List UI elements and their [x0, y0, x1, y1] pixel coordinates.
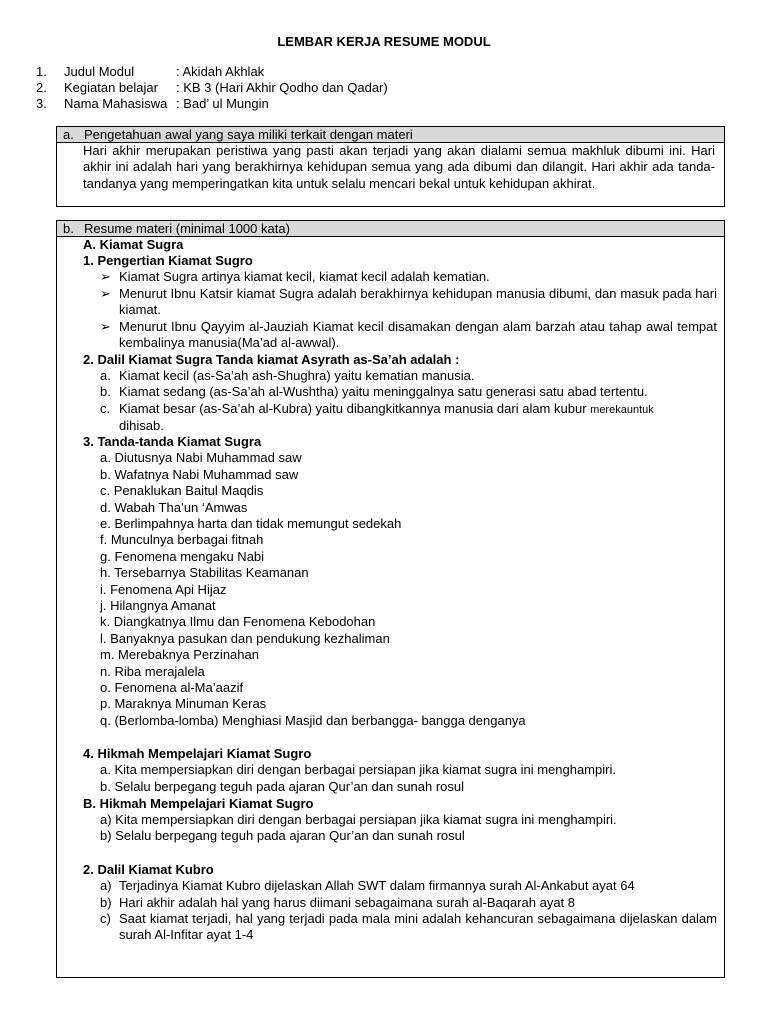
section-b-box [56, 220, 725, 978]
info-row-module [36, 64, 636, 80]
info-value: : Bad’ ul Mungin [176, 96, 269, 111]
section-a-heading: Pengetahuan awal yang saya miliki terkait dengan materi [84, 127, 413, 142]
list-item: b) Selalu berpegang teguh pada ajaran Qur’an dan sunah rosul [100, 828, 465, 843]
info-row-student [36, 96, 636, 112]
subsection-heading: 3. Tanda-tanda Kiamat Sugra [83, 434, 262, 449]
list-item: c. Penaklukan Baitul Maqdis [100, 483, 264, 498]
list-item: o. Fenomena al-Ma’aazif [100, 680, 244, 695]
subsection-heading: 2. Dalil Kiamat Kubro [83, 862, 214, 877]
list-item: b. Selalu berpegang teguh pada ajaran Qur’an dan sunah rosul [100, 779, 465, 794]
list-item: i. Fenomena Api Hijaz [100, 582, 227, 597]
bullet-item: Kiamat Sugra artinya kiamat kecil, kiamat kecil adalah kematian. [119, 269, 490, 284]
subsection-heading: 2. Dalil Kiamat Sugra Tanda kiamat Asyrath as-Sa’ah adalah : [83, 352, 460, 367]
list-item: b. Wafatnya Nabi Muhammad saw [100, 467, 299, 482]
list-item: Terjadinya Kiamat Kubro dijelaskan Allah SWT dalam firmannya surah Al-Ankabut ayat 64 [119, 878, 635, 893]
info-label: Judul Modul [64, 64, 135, 79]
info-value: : Akidah Akhlak [176, 64, 265, 79]
list-item: f. Munculnya berbagai fitnah [100, 532, 264, 547]
bullet-item: Menurut Ibnu Qayyim al-Jauziah Kiamat kecil disamakan dengan alam barzah atau tahap awal tempat kembalinya manusia(Ma’ad al-awwal). [119, 319, 717, 350]
section-b-header [57, 221, 724, 237]
list-item-text: Kiamat besar (as-Sa’ah al-Kubra) yaitu dibangkitkannya manusia dari alam kubur [119, 401, 587, 416]
list-item [119, 401, 654, 418]
list-item: m. Merebaknya Perzinahan [100, 647, 259, 662]
document-title: LEMBAR KERJA RESUME MODUL [277, 34, 491, 49]
info-number: 3. [36, 96, 47, 111]
info-value: : KB 3 (Hari Akhir Qodho dan Qadar) [176, 80, 388, 95]
section-letter: b. [63, 221, 74, 236]
list-item: q. (Berlomba-lomba) Menghiasi Masjid dan berbangga- bangga denganya [100, 713, 526, 728]
subsection-heading: 4. Hikmah Mempelajari Kiamat Sugro [83, 746, 312, 761]
arrow-bullet-icon: ➢ [100, 269, 111, 284]
arrow-bullet-icon: ➢ [100, 319, 111, 334]
info-row-activity [36, 80, 636, 96]
bullet-item: Menurut Ibnu Katsir kiamat Sugra adalah berakhirnya kehidupan manusia dibumi, dan masuk pada hari kiamat. [119, 286, 717, 317]
section-a-header [57, 127, 724, 143]
list-item: a) Kita mempersiapkan diri dengan berbagai persiapan jika kiamat sugra ini menghampiri. [100, 812, 617, 827]
subsection-heading: 1. Pengertian Kiamat Sugro [83, 253, 253, 268]
info-number: 1. [36, 64, 47, 79]
list-item: g. Fenomena mengaku Nabi [100, 549, 265, 564]
part-b-heading: B. Hikmah Mempelajari Kiamat Sugro [83, 796, 314, 811]
list-item: l. Banyaknya pasukan dan pendukung kezhaliman [100, 631, 390, 646]
section-letter: a. [63, 127, 74, 142]
list-item: Kiamat kecil (as-Sa’ah ash-Shughra) yaitu kematian manusia. [119, 368, 475, 383]
list-item: Kiamat sedang (as-Sa’ah al-Wushtha) yaitu meninggalnya satu generasi satu abad tertentu. [119, 384, 648, 399]
list-marker: a. [100, 368, 111, 383]
list-item: a. Kita mempersiapkan diri dengan berbagai persiapan jika kiamat sugra ini menghampiri. [100, 762, 616, 777]
list-item: n. Riba merajalela [100, 664, 205, 679]
list-marker: b. [100, 384, 111, 399]
section-a-text: Hari akhir merupakan peristiwa yang pasti akan terjadi yang akan dialami semua makhluk dibumi ini. Hari akhir ini adalah hari yang berakhirnya kehidupan semua yang ada dibumi dan dilangit. Hari akhir ada tanda-tandanya yang memperingatkan kita untuk selalu mencari bekal untuk kehidupan akhirat. [83, 143, 715, 191]
list-item: a. Diutusnya Nabi Muhammad saw [100, 450, 302, 465]
list-item: e. Berlimpahnya harta dan tidak memungut sedekah [100, 516, 402, 531]
list-item-text-small: merekauntuk [590, 404, 654, 416]
list-item: p. Maraknya Minuman Keras [100, 696, 267, 711]
section-a-box [56, 126, 725, 207]
list-marker: c. [100, 401, 111, 416]
list-item: h. Tersebarnya Stabilitas Keamanan [100, 565, 309, 580]
module-info [36, 64, 636, 112]
info-number: 2. [36, 80, 47, 95]
part-a-heading: A. Kiamat Sugra [83, 237, 184, 252]
arrow-bullet-icon: ➢ [100, 286, 111, 301]
list-item: Hari akhir adalah hal yang harus diimani sebagaimana surah al-Baqarah ayat 8 [119, 895, 575, 910]
list-item-continuation: dihisab. [119, 418, 164, 433]
info-label: Nama Mahasiswa [64, 96, 168, 111]
list-marker: a) [100, 878, 112, 893]
info-label: Kegiatan belajar [64, 80, 158, 95]
section-b-heading: Resume materi (minimal 1000 kata) [84, 221, 290, 236]
list-item: j. Hilangnya Amanat [100, 598, 216, 613]
list-item: Saat kiamat terjadi, hal yang terjadi pada mala mini adalah kehancuran sebagaimana dijelaskan dalam surah Al-Infitar ayat 1-4 [119, 911, 717, 942]
list-marker: b) [100, 895, 112, 910]
list-item: d. Wabah Tha’un ‘Amwas [100, 500, 248, 515]
list-marker: c) [100, 911, 111, 926]
list-item: k. Diangkatnya Ilmu dan Fenomena Kebodohan [100, 614, 376, 629]
